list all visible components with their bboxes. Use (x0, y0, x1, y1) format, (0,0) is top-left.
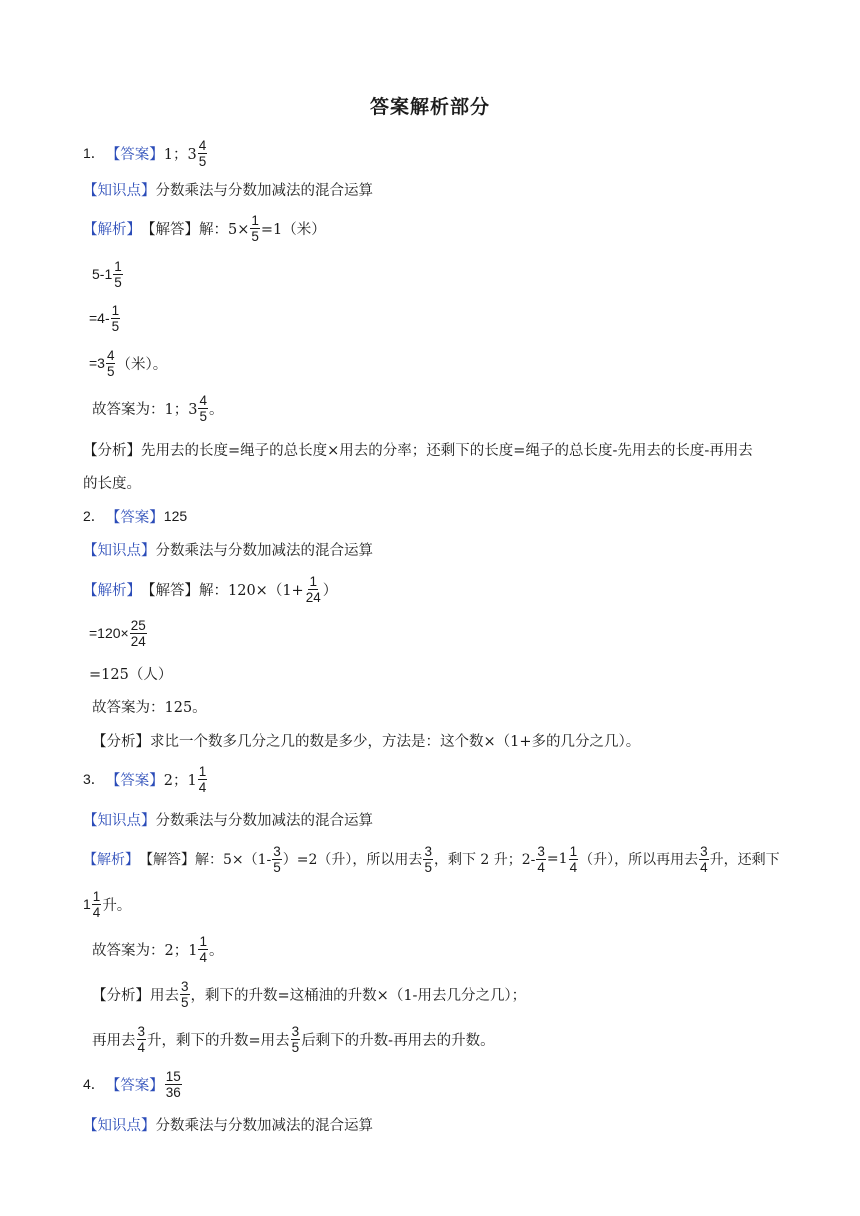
q1-step-line (92, 254, 124, 294)
solution-text: 解：5×（1- (195, 852, 272, 868)
fraction: $\frac{4}{5}$ (199, 392, 207, 424)
explain-tag: 【分析】 (83, 442, 141, 459)
conclusion-text: 故答案为：125。 (92, 699, 207, 716)
explain-text: 后剩下的升数-再用去的升数。 (301, 1032, 495, 1049)
question-number: 4． (83, 1076, 105, 1092)
explain-text: 用去 (150, 987, 179, 1004)
q1-explain-line (83, 429, 753, 469)
question-number: 3． (83, 771, 105, 787)
fraction: $\frac{3}{4}$ (700, 843, 708, 875)
q3-answer-line (83, 759, 208, 799)
step-text: 升。 (102, 897, 132, 914)
step-text: =3 (89, 355, 105, 371)
fraction: $\frac{1}{5}$ (114, 258, 122, 290)
conclusion-text: 。 (208, 401, 224, 418)
fraction: $\frac{1}{5}$ (111, 302, 120, 334)
q3-knowledge-line (83, 799, 373, 839)
solution-text: 升，还剩下 (709, 852, 780, 868)
explain-tag: 【分析】 (92, 733, 150, 750)
fraction: $\frac{3}{4}$ (137, 1023, 146, 1055)
answer-tag: 【答案】 (105, 1077, 164, 1094)
answer-tag: 【答案】 (105, 509, 164, 526)
explain-text: ，剩下的升数=这桶油的升数×（1-用去几分之几）； (190, 987, 527, 1004)
conclusion-text: 故答案为：1；3 (92, 401, 198, 418)
answer-tag: 【答案】 (105, 146, 164, 163)
knowledge-tag: 【知识点】 (83, 812, 156, 829)
fraction: $\frac{3}{5}$ (181, 978, 189, 1010)
explain-text: 求比一个数多几分之几的数是多少，方法是：这个数×（1+多的几分之几）。 (150, 733, 641, 750)
conclusion-text: 故答案为：2；1 (92, 942, 198, 959)
analysis-tag: 【解析】 (83, 852, 139, 868)
q2-explain-line (92, 720, 640, 760)
analysis-tag: 【解析】 (83, 582, 141, 599)
q2-knowledge-line (83, 529, 373, 569)
knowledge-tag: 【知识点】 (83, 542, 156, 559)
knowledge-tag: 【知识点】 (83, 1117, 156, 1134)
step-text: 1 (83, 896, 91, 912)
explain-text: 的长度。 (83, 475, 141, 492)
page-title: 答案解析部分 (369, 96, 490, 118)
solve-tag: 【解答】 (141, 582, 199, 599)
explain-text: 升，剩下的升数=用去 (147, 1032, 290, 1049)
answer-text: 2；1 (163, 772, 197, 789)
fraction: $\frac{3}{5}$ (291, 1023, 300, 1055)
q4-knowledge-line (83, 1104, 373, 1144)
explain-text: 再用去 (92, 1032, 136, 1049)
q1-step-line (89, 298, 121, 338)
analysis-tag: 【解析】 (83, 221, 141, 238)
step-text: 5-1 (92, 266, 113, 282)
q3-explain-line-2 (92, 1019, 495, 1059)
step-text: =4- (89, 310, 110, 326)
fraction: $\frac{1}{4}$ (199, 933, 207, 965)
fraction: $\frac{3}{5}$ (273, 843, 281, 875)
fraction: $\frac{1}{4}$ (569, 843, 578, 875)
knowledge-text: 分数乘法与分数加减法的混合运算 (155, 1117, 373, 1134)
solution-text: ） (322, 582, 338, 599)
explain-text: 先用去的长度=绳子的总长度×用去的分率；还剩下的长度=绳子的总长度-先用去的长度-再用去 (141, 442, 753, 459)
explain-tag: 【分析】 (92, 987, 150, 1004)
q3-step-line (83, 884, 131, 924)
solution-text: 解：120×（1+ (199, 582, 304, 599)
q3-analysis-line (83, 839, 780, 879)
knowledge-text: 分数乘法与分数加减法的混合运算 (155, 542, 373, 559)
question-number: 2． (83, 508, 105, 524)
knowledge-text: 分数乘法与分数加减法的混合运算 (155, 812, 373, 829)
answer-text: 1；3 (163, 146, 197, 163)
q1-knowledge-line (83, 169, 373, 209)
step-text: =120× (89, 625, 129, 641)
q4-answer-line (83, 1064, 183, 1104)
fraction: $\frac{4}{5}$ (106, 347, 115, 379)
q1-analysis-line (83, 208, 326, 248)
q2-analysis-line (83, 569, 337, 609)
solution-text: ，剩下 2 升；2- (433, 852, 536, 868)
q1-conclusion-line (92, 388, 223, 428)
solution-text: （升），所以再用去 (579, 852, 699, 868)
fraction: $\frac{25}{24}$ (130, 617, 146, 649)
solution-text: ）=2（升），所以用去 (282, 852, 423, 868)
solution-text: =1 (546, 851, 568, 867)
fraction: $\frac{4}{5}$ (198, 137, 207, 169)
solve-tag: 【解答】 (141, 221, 199, 238)
solve-tag: 【解答】 (139, 852, 195, 868)
knowledge-tag: 【知识点】 (83, 182, 156, 199)
fraction: $\frac{15}{36}$ (165, 1068, 181, 1100)
fraction: $\frac{1}{5}$ (251, 212, 259, 244)
q3-conclusion-line (92, 929, 223, 969)
fraction: $\frac{1}{4}$ (92, 888, 101, 920)
step-text: （米）。 (116, 356, 168, 373)
solution-text: =1（米） (260, 221, 326, 238)
answer-tag: 【答案】 (105, 772, 164, 789)
fraction: $\frac{3}{4}$ (537, 843, 545, 875)
fraction: $\frac{1}{24}$ (305, 573, 321, 605)
q2-step-line (89, 613, 148, 653)
fraction: $\frac{3}{5}$ (424, 843, 432, 875)
knowledge-text: 分数乘法与分数加减法的混合运算 (155, 182, 373, 199)
conclusion-text: 。 (208, 942, 224, 959)
solution-text: 解：5× (199, 221, 250, 238)
q1-step-line (89, 343, 167, 383)
question-number: 1． (83, 145, 105, 161)
q1-answer-line (83, 133, 208, 173)
answer-text: 125 (163, 508, 188, 524)
q3-explain-line (92, 974, 526, 1014)
step-text: =125（人） (89, 666, 173, 683)
fraction: $\frac{1}{4}$ (198, 763, 207, 795)
